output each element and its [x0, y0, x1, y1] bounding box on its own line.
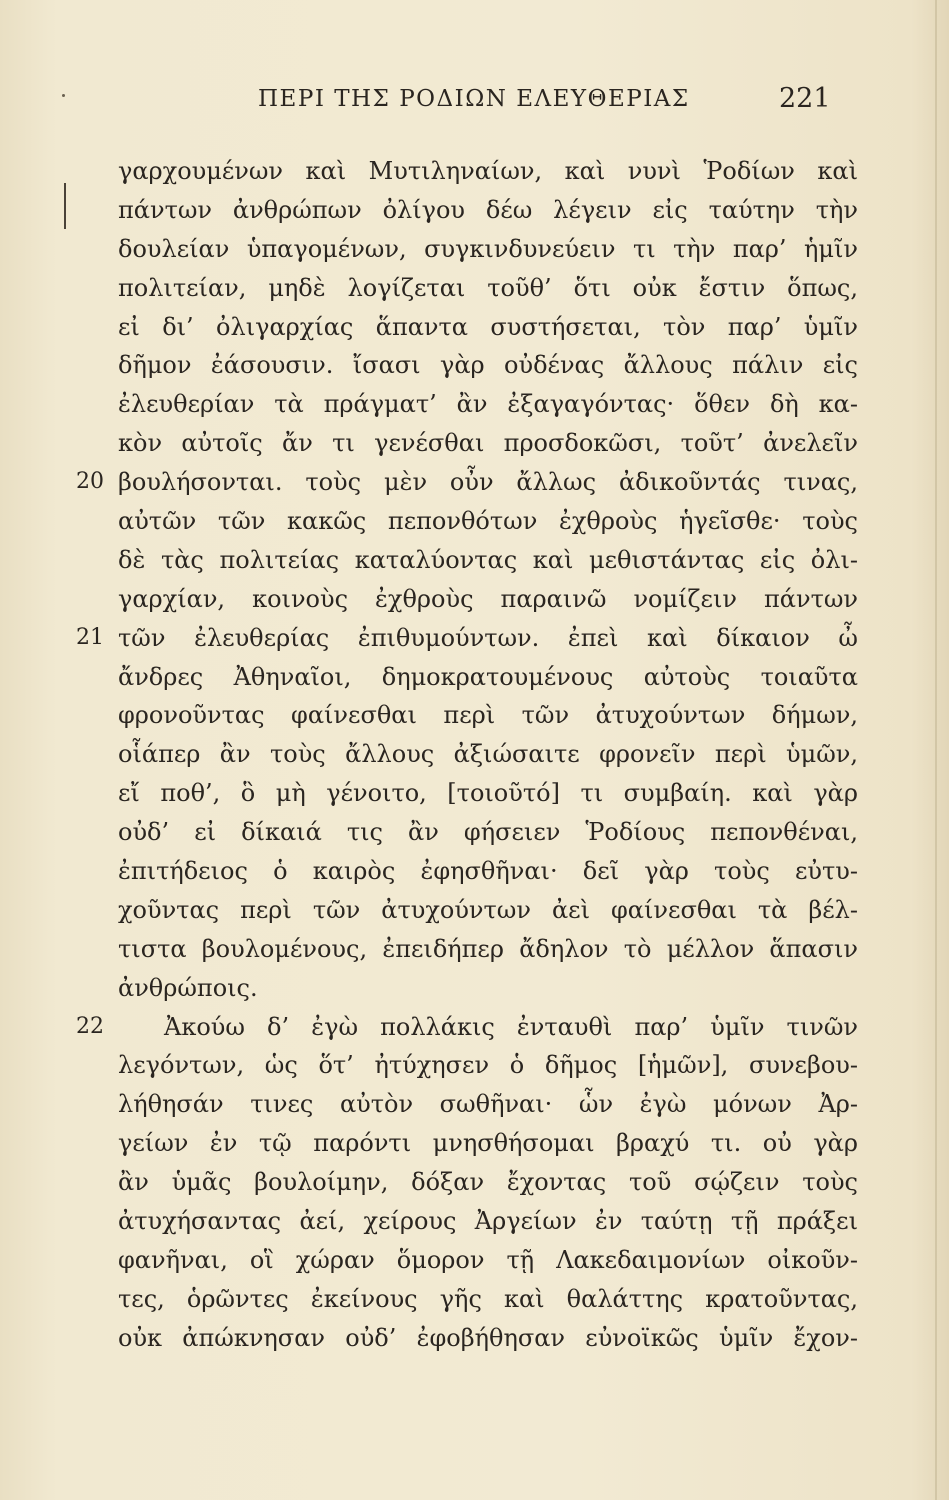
text-line [118, 774, 858, 813]
line-text: κὸν αὐτοῖς ἄν τι γενέσθαι προσδοκῶσι, τοῦτ’ ἀνελεῖν [118, 429, 858, 458]
page-edge [935, 0, 937, 1500]
line-text: ἐλευθερίαν τὰ πράγματ’ ἂν ἐξαγαγόντας· ὅθεν δὴ κα- [118, 390, 858, 419]
line-text: δὲ τὰς πολιτείας καταλύοντας καὶ μεθιστάντας εἰς ὀλι- [118, 545, 858, 574]
line-text: ἐπιτήδειος ὁ καιρὸς ἐφησθῆναι· δεῖ γὰρ τοὺς εὐτυ- [118, 857, 858, 886]
text-line [118, 502, 858, 541]
body-text [76, 152, 858, 1358]
margin-mark [64, 183, 66, 229]
text-line [118, 1319, 858, 1358]
text-line [118, 813, 858, 852]
line-text: οὐκ ἀπώκνησαν οὐδ’ ἐφοβήθησαν εὐνοϊκῶς ὑμῖν ἔχον- [118, 1323, 858, 1352]
text-line [118, 580, 858, 619]
line-number: 22 [76, 1013, 104, 1039]
line-text: ἀτυχήσαντας ἀεί, χείρους Ἀργείων ἐν ταύτῃ τῇ πράξει [118, 1207, 858, 1236]
running-header [0, 83, 949, 126]
line-text: οἷάπερ ἂν τοὺς ἄλλους ἀξιώσαιτε φρονεῖν περὶ ὑμῶν, [118, 740, 858, 769]
text-line [76, 463, 858, 502]
line-text: εἰ δι’ ὀλιγαρχίας ἅπαντα συστήσεται, τὸν παρ’ ὑμῖν [118, 312, 858, 341]
text-line [118, 385, 858, 424]
line-text: Ἀκούω δ’ ἐγὼ πολλάκις ἐνταυθὶ παρ’ ὑμῖν τινῶν [164, 1012, 858, 1041]
text-line [118, 930, 858, 969]
text-line [118, 735, 858, 774]
line-text: γείων ἐν τῷ παρόντι μνησθήσομαι βραχύ τι. οὐ γὰρ [118, 1129, 858, 1158]
text-line [118, 891, 858, 930]
text-line [118, 308, 858, 347]
line-number: 21 [76, 624, 104, 650]
text-line [118, 1202, 858, 1241]
text-line [118, 1046, 858, 1085]
line-text: γαρχίαν, κοινοὺς ἐχθροὺς παραινῶ νομίζειν πάντων [118, 584, 858, 613]
text-line [118, 658, 858, 697]
line-text: λεγόντων, ὡς ὅτ’ ἠτύχησεν ὁ δῆμος [ἡμῶν], συνεβου- [118, 1051, 858, 1080]
text-line [118, 969, 858, 1008]
line-text: τιστα βουλομένους, ἐπειδήπερ ἄδηλον τὸ μέλλον ἅπασιν [118, 934, 858, 963]
line-text: φρονοῦντας φαίνεσθαι περὶ τῶν ἀτυχούντων δήμων, [118, 701, 858, 730]
line-text: φανῆναι, οἳ χώραν ὅμορον τῇ Λακεδαιμονίων οἰκοῦν- [118, 1245, 858, 1274]
text-line [118, 1124, 858, 1163]
line-text: τες, ὁρῶντες ἐκείνους γῆς καὶ θαλάττης κρατοῦντας, [118, 1284, 858, 1313]
line-text: ἀνθρώποις. [118, 973, 258, 1002]
running-title: ΠΕΡΙ ΤΗΣ ΡΟΔΙΩΝ ΕΛΕΥΘΕΡΙΑΣ [258, 86, 690, 112]
line-text: οὐδ’ εἰ δίκαιά τις ἂν φήσειεν Ῥοδίους πεπονθέναι, [118, 818, 858, 847]
text-line [118, 152, 858, 191]
line-text: δῆμον ἐάσουσιν. ἴσασι γὰρ οὐδένας ἄλλους πάλιν εἰς [118, 351, 858, 380]
line-number: 20 [76, 469, 104, 495]
line-text: αὐτῶν τῶν κακῶς πεπονθότων ἐχθροὺς ἡγεῖσθε· τοὺς [118, 507, 858, 536]
text-line [118, 1163, 858, 1202]
line-text: τῶν ἐλευθερίας ἐπιθυμούντων. ἐπεὶ καὶ δίκαιον ὦ [118, 623, 858, 652]
text-line [76, 619, 858, 658]
line-text: χοῦντας περὶ τῶν ἀτυχούντων ἀεὶ φαίνεσθαι τὰ βέλ- [118, 895, 858, 924]
text-line [118, 541, 858, 580]
text-line [118, 191, 858, 230]
line-text: πολιτείαν, μηδὲ λογίζεται τοῦθ’ ὅτι οὐκ ἔστιν ὅπως, [118, 273, 858, 302]
text-line [118, 696, 858, 735]
text-line [118, 346, 858, 385]
header-mark [62, 94, 65, 97]
text-line [118, 1241, 858, 1280]
line-text: ἂν ὑμᾶς βουλοίμην, δόξαν ἔχοντας τοῦ σῴζειν τοὺς [118, 1168, 858, 1197]
line-text: δουλείαν ὑπαγομένων, συγκινδυνεύειν τι τὴν παρ’ ἡμῖν [118, 234, 858, 263]
text-line [118, 1085, 858, 1124]
text-line [118, 424, 858, 463]
text-line [118, 269, 858, 308]
line-text: εἴ ποθ’, ὃ μὴ γένοιτο, [τοιοῦτό] τι συμβαίη. καὶ γὰρ [118, 779, 858, 808]
text-line [76, 1008, 858, 1047]
line-text: λήθησάν τινες αὐτὸν σωθῆναι· ὧν ἐγὼ μόνων Ἀρ- [118, 1090, 858, 1119]
text-line [118, 852, 858, 891]
line-text: πάντων ἀνθρώπων ὀλίγου δέω λέγειν εἰς ταύτην τὴν [118, 195, 858, 224]
line-text: ἄνδρες Ἀθηναῖοι, δημοκρατουμένους αὐτοὺς τοιαῦτα [118, 662, 858, 691]
text-line [118, 230, 858, 269]
page-number: 221 [779, 83, 831, 114]
line-text: γαρχουμένων καὶ Μυτιληναίων, καὶ νυνὶ Ῥοδίων καὶ [118, 157, 858, 185]
line-text: βουλήσονται. τοὺς μὲν οὖν ἄλλως ἀδικοῦντάς τινας, [118, 468, 858, 497]
text-line [118, 1280, 858, 1319]
